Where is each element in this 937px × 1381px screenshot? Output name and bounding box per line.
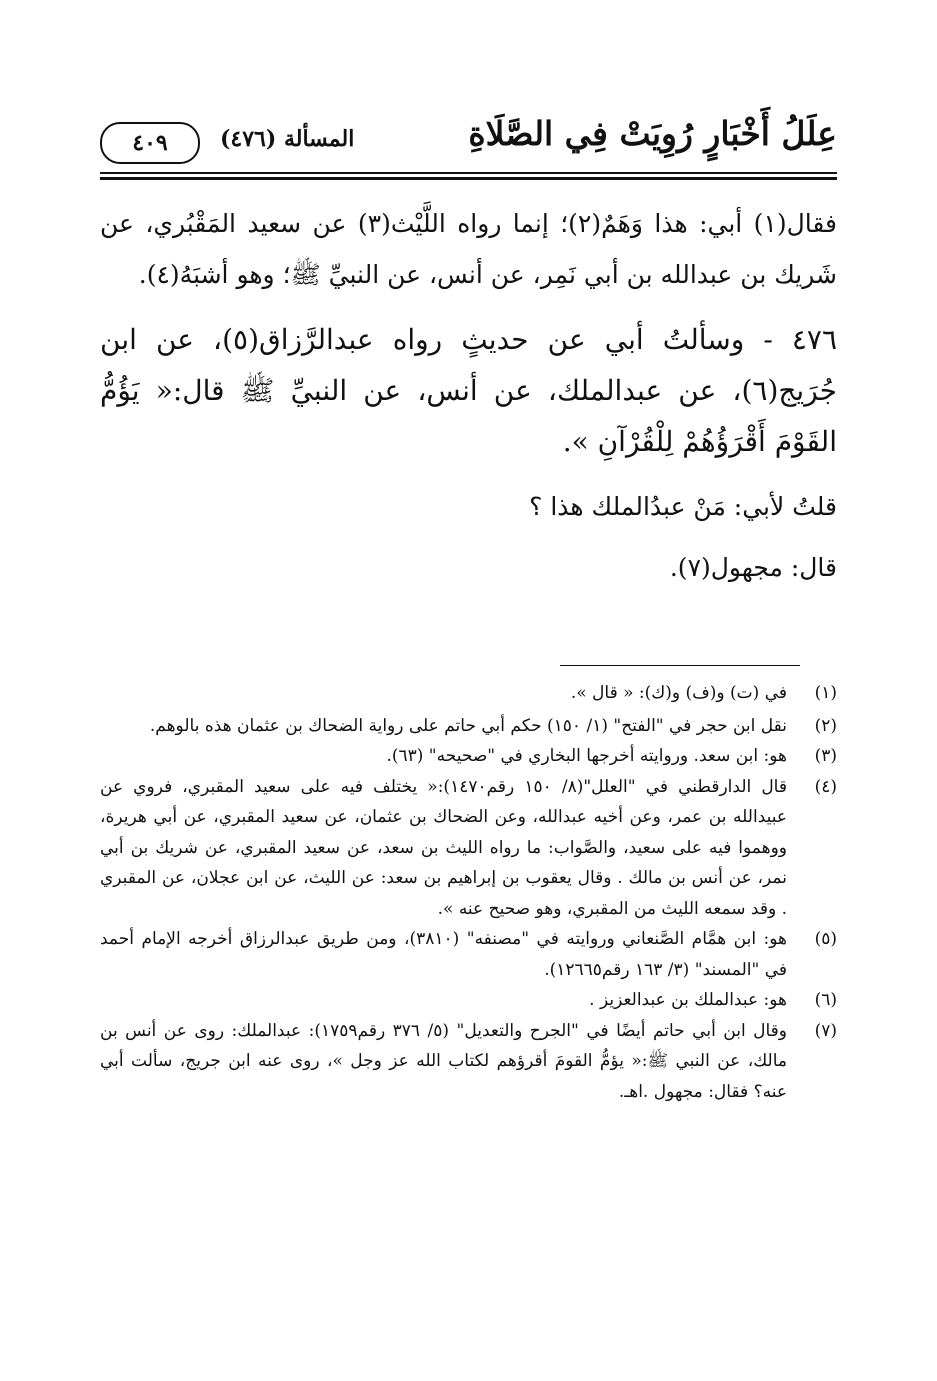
footnote-text: قال الدارقطني في "العلل"(٨/ ١٥٠ رقم١٤٧٠):« يختلف فيه على سعيد المقبري، فروي عن عبيدالله بن عمر، وعن أخيه عبدالله، وعن الضحاك بن عثمان، عن سعيد المقبري، عن أبي هريرة، ووهموا فيه على سعيد، والصَّواب: ما رواه الليث بن سعد، عن سعيد المقبري، عن شريك بن أبي نمر، عن أنس بن مالك . وقال يعقوب بن إبراهيم بن سعد: عن الليث، عن ابن عجلان، عن المقبري . وقد سمعه الليث من المقبري، وهو صحيح عنه ». — [100, 776, 787, 919]
footnote-number: (٤) — [814, 776, 837, 797]
issue-number: المسألة (٤٧٦) — [220, 126, 355, 152]
footnote-item — [100, 1016, 837, 1108]
paragraph-reply: قال: مجهول(٧). — [669, 553, 837, 582]
page-header — [100, 108, 837, 174]
footnote-text: في (ت) و(ف) و(ك): « قال ». — [570, 683, 787, 703]
footnote-item — [100, 711, 837, 742]
footnote-item — [100, 678, 837, 709]
footnote-separator — [560, 665, 800, 666]
footnote-item — [100, 924, 837, 985]
paragraph-asked: قلتُ لأبي: مَنْ عبدُالملك هذا ؟ — [529, 492, 837, 521]
footnote-text: نقل ابن حجر في "الفتح" (١/ ١٥٠) حكم أبي حاتم على رواية الضحاك بن عثمان هذه بالوهم. — [149, 715, 787, 736]
header-rule-thin — [100, 172, 837, 174]
book-title: عِلَلُ أَخْبَارٍ رُوِيَتْ فِي الصَّلَاةِ — [468, 114, 837, 153]
footnote-number: (٣) — [814, 746, 837, 766]
footnote-item — [100, 985, 837, 1016]
paragraph-answer: فقال(١) أبي: هذا وَهَمٌ(٢)؛ إنما رواه اللَّيْث(٣) عن سعيد المَقْبُري، عن شَريك بن عبدالله بن أبي نَمِر، عن أنس، عن النبيِّ ﷺ؛ وهو أشبَهُ(٤). — [100, 209, 837, 289]
main-text — [100, 198, 837, 593]
footnote-text: وقال ابن أبي حاتم أيضًا في "الجرح والتعديل" (٥/ ٣٧٦ رقم١٧٥٩): عبدالملك: روى عن أنس بن مالك، عن النبي ﷺ:« يؤمُّ القومَ أقرؤهم لكتاب الله عز وجل »، روى عنه ابن جريج، سألت أبي عنه؟ فقال: مجهول .اهـ. — [100, 1020, 788, 1102]
footnote-number: (٧) — [814, 1020, 837, 1041]
footnote-number: (٢) — [814, 715, 837, 736]
footnote-number: (٥) — [814, 929, 837, 949]
footnote-text: هو: عبدالملك بن عبدالعزيز . — [589, 990, 787, 1010]
footnotes — [100, 678, 837, 1107]
footnote-number: (١) — [814, 683, 837, 703]
footnote-item — [100, 741, 837, 772]
footnote-number: (٦) — [814, 990, 837, 1010]
page-number-badge: ٤٠٩ — [100, 122, 200, 164]
header-rule-thick — [100, 177, 837, 180]
footnote-text: هو: ابن همَّام الصَّنعاني وروايته في "مصنفه" (٣٨١٠)، ومن طريق عبدالرزاق أخرجه الإمام أحمد في "المسند" (٣/ ١٦٣ رقم١٢٦٦٥). — [100, 929, 787, 980]
footnote-item — [100, 772, 837, 925]
footnote-text: هو: ابن سعد. وروايته أخرجها البخاري في "صحيحه" (٦٣). — [386, 746, 787, 766]
paragraph-question-476: ٤٧٦ - وسألتُ أبي عن حديثٍ رواه عبدالرَّزاق(٥)، عن ابن جُرَيج(٦)، عن عبدالملك، عن أنس، عن النبيِّ ﷺ قال:« يَؤُمُّ القَوْمَ أَقْرَؤُهُمْ لِلْقُرْآنِ ». — [100, 323, 838, 458]
